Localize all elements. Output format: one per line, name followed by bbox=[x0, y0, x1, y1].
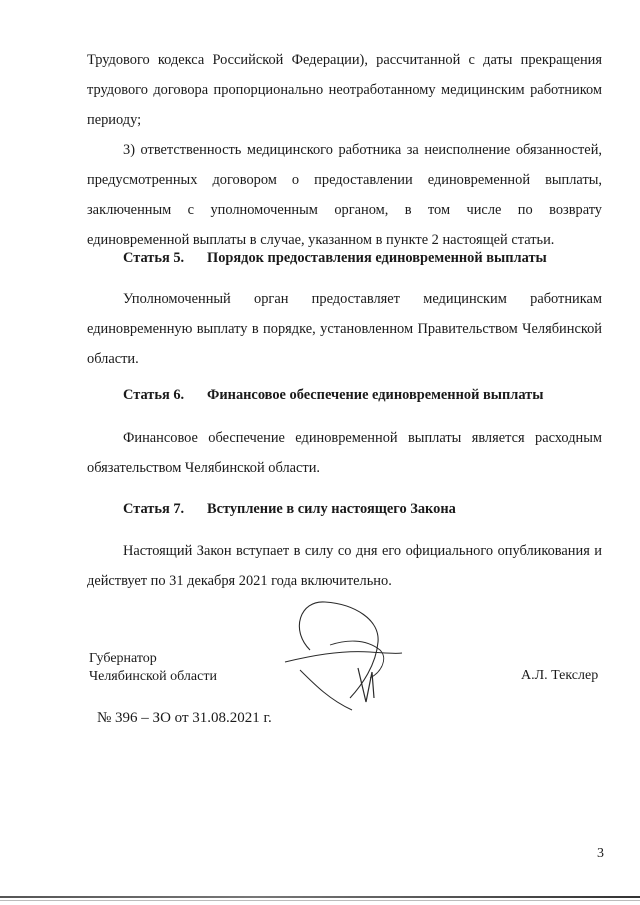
signatory-position bbox=[89, 650, 217, 686]
article-6-number: Статья 6. bbox=[123, 387, 185, 403]
document-number: № 396 – ЗО от 31.08.2021 г. bbox=[97, 710, 272, 726]
article-7-text: Настоящий Закон вступает в силу со дня его официального опубликования и действует по 31 декабря 2021 года включительно. bbox=[87, 543, 602, 589]
signatory-position-line-2: Челябинской области bbox=[89, 669, 217, 684]
bottom-scan-edge-shadow bbox=[0, 900, 640, 901]
article-5-heading bbox=[123, 248, 547, 268]
article-7-heading bbox=[123, 499, 456, 519]
article-5-text: Уполномоченный орган предоставляет медицинским работникам единовременную выплату в порядке, установленном Правительством Челябинской области. bbox=[87, 291, 602, 367]
article-5-title: Порядок предоставления единовременной выплаты bbox=[207, 250, 547, 266]
handwritten-signature bbox=[270, 590, 420, 720]
article-7-number: Статья 7. bbox=[123, 501, 185, 517]
page-number: 3 bbox=[597, 846, 604, 861]
bottom-scan-edge bbox=[0, 896, 640, 898]
article-6-title: Финансовое обеспечение единовременной выплаты bbox=[207, 387, 544, 403]
signatory-name: А.Л. Текслер bbox=[521, 668, 599, 683]
paragraph-item-3: 3) ответственность медицинского работника за неисполнение обязанностей, предусмотренных договором о предоставлении единовременной выплаты, заключенным с уполномоченным органом, в том числе по возврату единовременной выплаты в случае, указанном в пункте 2 настоящей статьи. bbox=[87, 142, 602, 248]
paragraph-continuation: Трудового кодекса Российской Федерации), рассчитанной с даты прекращения трудового договора пропорционально неотработанному медицинским работником периоду; bbox=[87, 52, 602, 128]
article-6-text: Финансовое обеспечение единовременной выплаты является расходным обязательством Челябинской области. bbox=[87, 430, 602, 476]
signatory-position-line-1: Губернатор bbox=[89, 651, 157, 666]
article-6-heading bbox=[123, 385, 543, 405]
article-7-title: Вступление в силу настоящего Закона bbox=[207, 501, 456, 517]
article-5-number: Статья 5. bbox=[123, 250, 185, 266]
